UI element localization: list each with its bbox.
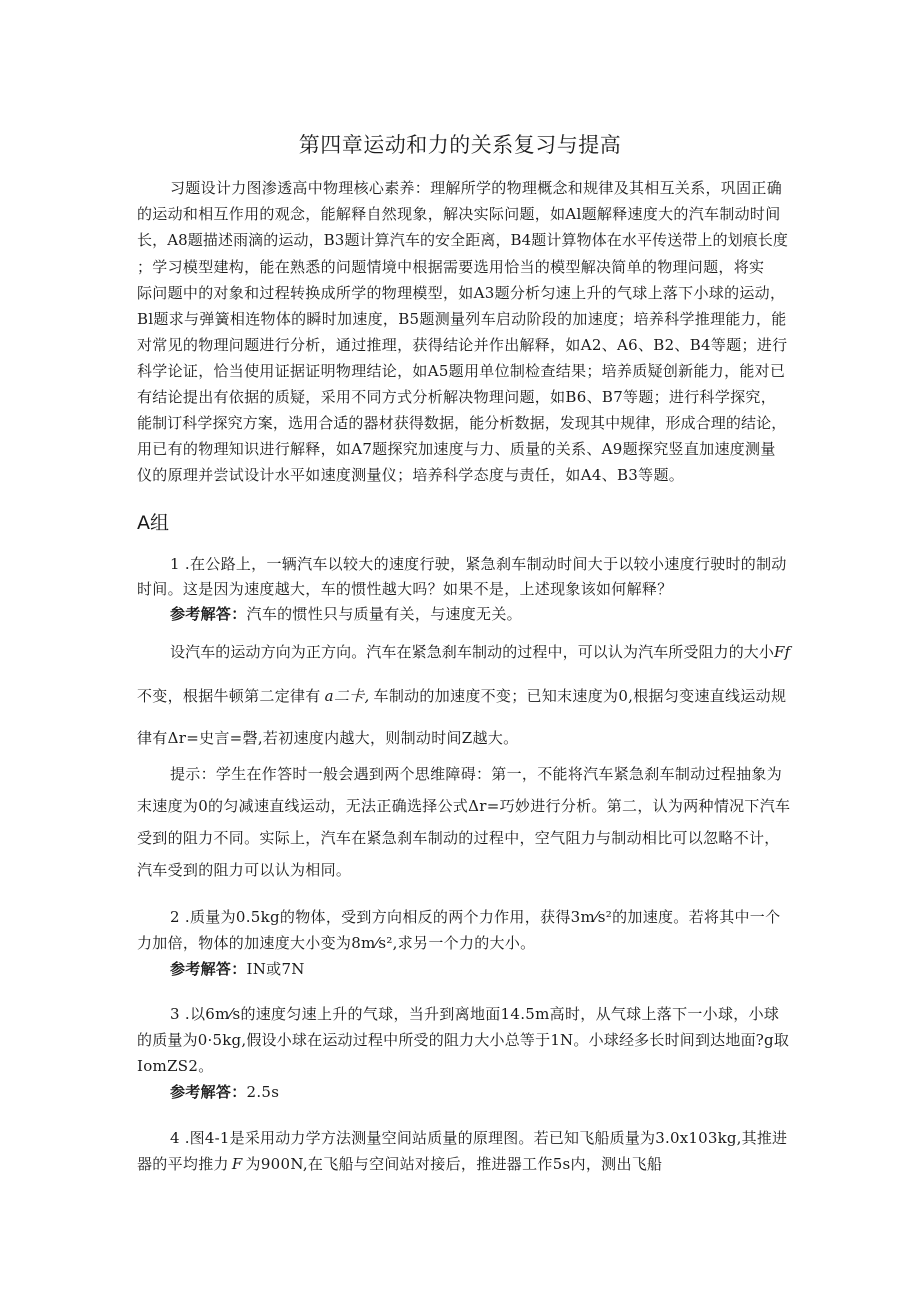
answer-label: 参考解答： (170, 1083, 247, 1101)
solution-text: 车制动的加速度不变；已知末速度为0,根据匀变速直线运动规 (373, 687, 787, 705)
force-variable: Ff (774, 643, 791, 661)
answer-text: 2.5s (246, 1083, 280, 1101)
answer-label: 参考解答： (170, 605, 247, 623)
answer-label: 参考解答： (170, 960, 247, 978)
answer-line (170, 1081, 279, 1102)
question-line: 3 .以6m⁄s的速度匀速上升的气球，当升到离地面14.5m高时，从气球上落下一小球，小球 (170, 1005, 780, 1023)
hint-line: 末速度为0的匀减速直线运动，无法正确选择公式Δr=巧妙进行分析。第二，认为两种情况下汽车 (137, 797, 791, 815)
hint-line: 汽车受到的阻力可以认为相同。 (137, 861, 352, 879)
question-line: 2 .质量为0.5kg的物体，受到方向相反的两个力作用，获得3m⁄s²的加速度。若将其中一个 (170, 908, 781, 926)
intro-line: ；学习模型建构，能在熟悉的问题情境中根据需要选用恰当的模型解决简单的物理问题，将实 (137, 258, 765, 276)
intro-line: 际问题中的对象和过程转换成所学的物理模型，如A3题分析匀速上升的气球上落下小球的运动， (137, 284, 786, 302)
intro-line: 习题设计力图渗透高中物理核心素养：理解所学的物理概念和规律及其相互关系，巩固正确 (170, 179, 783, 197)
answer-line (170, 958, 305, 979)
question-line: 4 .图4-1是采用动力学方法测量空间站质量的原理图。若已知飞船质量为3.0x103kg,其推进 (170, 1129, 788, 1147)
answer-text: IN或7N (246, 960, 305, 978)
intro-line: 科学论证，恰当使用证据证明物理结论，如A5题用单位制检查结果；培养质疑创新能力，能对已 (137, 362, 786, 380)
solution-text: 不变，根据牛顿第二定律有 (137, 687, 321, 705)
question-line: IomZS2。 (137, 1057, 214, 1075)
solution-line: 律有Δr=史言=磬,若初速度内越大，则制动时间Z越大。 (137, 729, 519, 747)
page-title: 第四章运动和力的关系复习与提高 (298, 133, 622, 157)
question-line: 力加倍，物体的加速度大小变为8m⁄s²,求另一个力的大小。 (137, 934, 536, 952)
question-line (137, 1153, 662, 1174)
intro-line: Bl题求与弹簧相连物体的瞬时加速度，B5题测量列车启动阶段的加速度；培养科学推理能力，能 (137, 310, 787, 328)
intro-line: 能制订科学探究方案，选用合适的器材获得数据，能分析数据，发现其中规律，形成合理的结论， (137, 414, 787, 432)
question-line: 的质量为0·5kg,假设小球在运动过程中所受的阻力大小总等于1N。小球经多长时间到达地面?g取 (137, 1031, 790, 1049)
hint-line: 受到的阻力不同。实际上，汽车在紧急刹车制动的过程中，空气阻力与制动相比可以忽略不计， (137, 829, 780, 847)
hint-line: 提示：学生在作答时一般会遇到两个思维障碍：第一，不能将汽车紧急刹车制动过程抽象为 (170, 765, 783, 783)
solution-text: 设汽车的运动方向为正方向。汽车在紧急刹车制动的过程中，可以认为汽车所受阻力的大小 (170, 643, 775, 661)
intro-line: 仪的原理并尝试设计水平如速度测量仪；培养科学态度与责任，如A4、B3等题。 (137, 466, 685, 484)
question-text: 器的平均推力 (137, 1155, 229, 1173)
formula: a二卡, (324, 687, 370, 705)
answer-text: 汽车的惯性只与质量有关，与速度无关。 (246, 605, 522, 623)
intro-line: 有结论提出有依据的质疑，采用不同方式分析解决物理问题，如B6、B7等题；进行科学探究， (137, 388, 777, 406)
section-heading-a: A组 (137, 512, 169, 534)
question-line: 1 .在公路上，一辆汽车以较大的速度行驶，紧急刹车制动时间大于以较小速度行驶时的制动 (170, 555, 787, 573)
answer-line (170, 603, 522, 624)
question-line: 时间。这是因为速度越大，车的惯性越大吗？如果不是，上述现象该如何解释？ (137, 580, 673, 598)
solution-line (137, 685, 786, 706)
intro-line: 的运动和相互作用的观念，能解释自然现象，解决实际问题，如Al题解释速度大的汽车制动时间 (137, 205, 781, 223)
intro-line: 对常见的物理问题进行分析，通过推理，获得结论并作出解释，如A2、A6、B2、B4等题；进行 (137, 336, 788, 354)
intro-line: 用已有的物理知识进行解释，如A7题探究加速度与力、质量的关系、A9题探究竖直加速度测量 (137, 440, 776, 458)
solution-line (170, 641, 790, 662)
intro-line: 长，A8题描述雨滴的运动，B3题计算汽车的安全距离，B4题计算物体在水平传送带上的划痕长度 (137, 231, 789, 249)
thrust-variable: F (231, 1155, 243, 1173)
question-text: 为900N,在飞船与空间站对接后，推进器工作5s内，测出飞船 (245, 1155, 663, 1173)
